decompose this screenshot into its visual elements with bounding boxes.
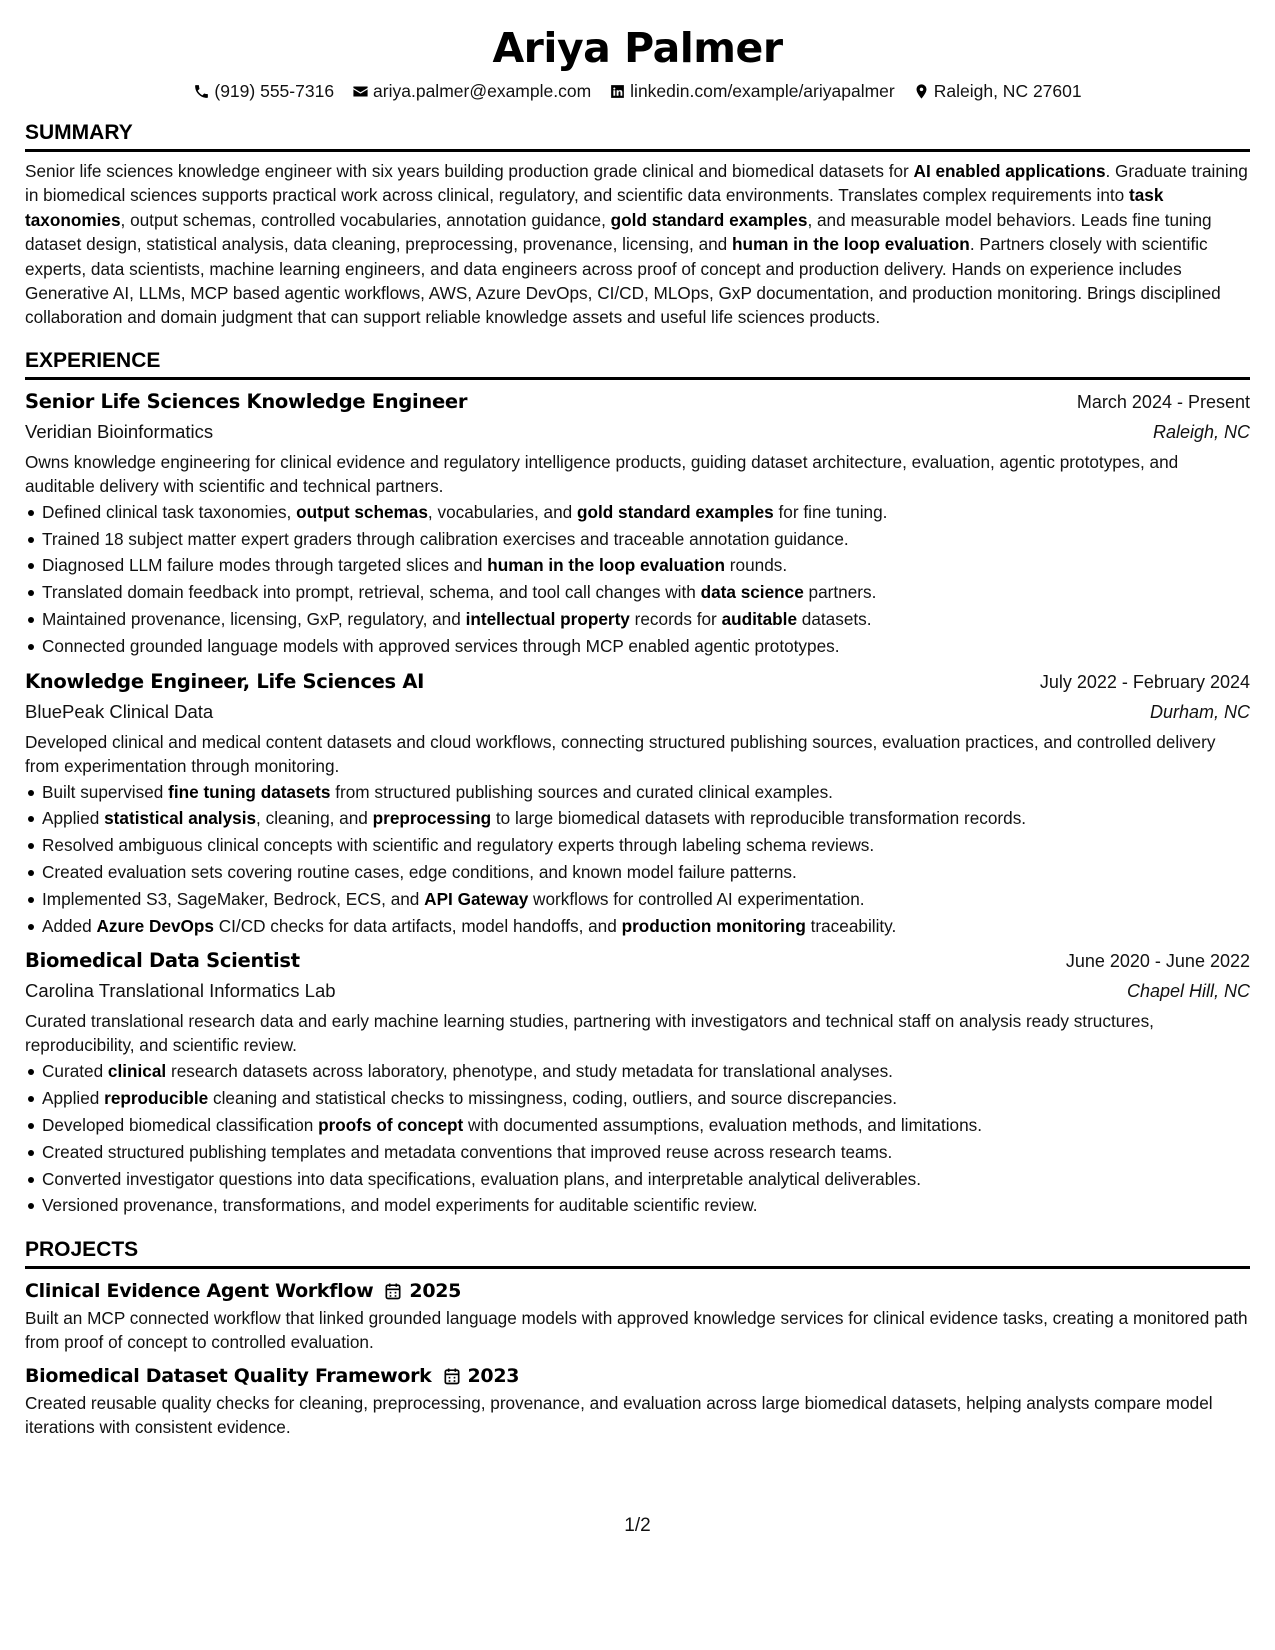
bold-keyword: output schemas <box>296 501 428 522</box>
job-company: Carolina Translational Informatics Lab <box>25 980 336 1002</box>
text-segment: Added <box>42 915 97 936</box>
project-name: Biomedical Dataset Quality Framework <box>25 1365 432 1388</box>
bold-keyword: data science <box>700 582 804 603</box>
bold-keyword: human in the loop evaluation <box>732 234 970 255</box>
bullet-item <box>25 1058 1250 1085</box>
contact-email[interactable] <box>352 80 591 102</box>
job-description: Developed clinical and medical content datasets and cloud workflows, connecting structured publishing sources, evaluation practices, and controlled delivery from experimentation through monitoring. <box>25 731 1216 776</box>
text-segment: to large biomedical datasets with reproducible transformation records. <box>491 808 1027 829</box>
summary-heading: SUMMARY <box>25 120 1250 152</box>
bullet-item <box>25 1085 1250 1112</box>
bullet-item <box>25 805 1250 832</box>
bold-keyword: API Gateway <box>424 888 529 909</box>
text-segment: records for <box>629 609 722 630</box>
bold-keyword: reproducible <box>104 1088 209 1109</box>
contact-linkedin[interactable] <box>609 80 895 102</box>
text-segment: datasets. <box>797 609 872 630</box>
job-title: Knowledge Engineer, Life Sciences AI <box>25 669 425 693</box>
map-pin-icon <box>913 83 930 100</box>
resume-page <box>25 22 1250 1439</box>
linkedin-icon <box>609 83 626 100</box>
contact-bar <box>25 80 1250 102</box>
bullet-item <box>25 1139 1250 1166</box>
job-header <box>25 387 1250 417</box>
bullet-item <box>25 832 1250 859</box>
bold-keyword: clinical <box>107 1061 167 1082</box>
phone-text: (919) 555-7316 <box>214 81 335 101</box>
bullet-item <box>25 913 1250 940</box>
text-segment: Maintained provenance, licensing, GxP, regulatory, and <box>42 609 466 630</box>
job-location: Raleigh, NC <box>1152 421 1250 442</box>
text-segment: rounds. <box>725 555 788 576</box>
text-segment: traceability. <box>805 915 897 936</box>
text-segment: Connected grounded language models with approved services through MCP enabled agentic prototypes. <box>42 635 840 656</box>
text-segment: Diagnosed LLM failure modes through targeted slices and <box>42 555 488 576</box>
job-subheader <box>25 976 1250 1006</box>
bullet-item <box>25 1112 1250 1139</box>
calendar-icon <box>442 1366 462 1386</box>
project-entry <box>25 1277 1250 1354</box>
project-description: Created reusable quality checks for cleaning, preprocessing, provenance, and evaluation across large biomedical datasets, helping analysts compare model iterations with consistent evidence. <box>25 1393 1213 1438</box>
project-description: Built an MCP connected workflow that linked grounded language models with approved knowledge services for clinical evidence tasks, creating a monitored path from proof of concept to controlled evaluation. <box>25 1308 1248 1353</box>
bold-keyword: preprocessing <box>372 808 492 829</box>
project-year: 2023 <box>467 1365 520 1388</box>
bullet-item <box>25 606 1250 633</box>
job-bullets <box>25 1058 1250 1219</box>
text-segment: research datasets across laboratory, phenotype, and study metadata for translational analyses. <box>166 1061 893 1082</box>
text-segment: Applied <box>42 808 105 829</box>
job-header <box>25 946 1250 976</box>
text-segment: Versioned provenance, transformations, and model experiments for auditable scientific review. <box>42 1195 758 1216</box>
job-entry <box>25 667 1250 940</box>
bold-keyword: gold standard examples <box>576 501 774 522</box>
projects-list <box>25 1277 1250 1439</box>
bullet-item <box>25 859 1250 886</box>
calendar-icon <box>383 1281 403 1301</box>
job-dates: June 2020 - June 2022 <box>1065 951 1250 972</box>
phone-icon <box>193 83 210 100</box>
envelope-icon <box>352 83 369 100</box>
job-dates: March 2024 - Present <box>1076 391 1250 412</box>
bold-keyword: proofs of concept <box>318 1115 464 1135</box>
job-header <box>25 667 1250 697</box>
summary-text <box>25 159 1250 330</box>
text-segment: Implemented S3, SageMaker, Bedrock, ECS, and <box>42 888 425 909</box>
project-year-group <box>442 1362 520 1390</box>
bullet-item <box>25 1192 1250 1219</box>
text-segment: , and measurable model behaviors. Leads fine tuning dataset design, statistical analysis, data cleaning, preprocessing, provenance, licensing, and <box>25 209 1212 255</box>
text-segment: Translated domain feedback into prompt, retrieval, schema, and tool call changes with <box>42 582 701 603</box>
bullet-item <box>25 633 1250 660</box>
text-segment: CI/CD checks for data artifacts, model handoffs, and <box>213 915 622 936</box>
job-bullets <box>25 779 1250 940</box>
contact-location <box>913 80 1082 102</box>
job-subheader <box>25 417 1250 447</box>
text-segment: from structured publishing sources and curated clinical examples. <box>330 781 833 802</box>
text-segment: Applied <box>42 1088 105 1109</box>
bullet-item <box>25 579 1250 606</box>
text-segment: . Partners closely with scientific experts, data scientists, machine learning engineers, and data engineers across proof of concept and production delivery. Hands on experience includes Generative AI, LLMs, MCP based agentic workflows, AWS, Azure DevOps, CI/CD, MLOps, GxP documentation, and production monitoring. Brings disciplined collaboration and domain judgment that can support reliable knowledge assets and useful life sciences products. <box>25 234 1221 328</box>
text-segment: Converted investigator questions into data specifications, evaluation plans, and interpretable analytical deliverables. <box>42 1168 922 1189</box>
page-number: 1/2 <box>624 1515 651 1536</box>
project-year-group <box>383 1277 461 1305</box>
text-segment: , cleaning, and <box>256 808 373 829</box>
bold-keyword: fine tuning datasets <box>168 781 331 802</box>
text-segment: Built supervised <box>42 781 169 802</box>
text-segment: Created evaluation sets covering routine cases, edge conditions, and known model failure patterns. <box>42 862 797 883</box>
contact-phone <box>193 80 334 102</box>
bold-keyword: human in the loop evaluation <box>487 555 726 576</box>
project-year: 2025 <box>409 1280 462 1303</box>
bullet-item <box>25 499 1250 526</box>
job-entry <box>25 946 1250 1219</box>
text-segment: Created structured publishing templates and metadata conventions that improved reuse across research teams. <box>42 1141 893 1162</box>
project-header <box>25 1362 1250 1390</box>
job-company: Veridian Bioinformatics <box>25 420 214 442</box>
text-segment: workflows for controlled AI experimentation. <box>528 888 865 909</box>
text-segment: Developed biomedical classification <box>42 1115 319 1135</box>
text-segment: Curated <box>42 1061 108 1082</box>
text-segment: , vocabularies, and <box>427 501 577 522</box>
project-header <box>25 1277 1250 1305</box>
bold-keyword: gold standard examples <box>610 209 808 230</box>
job-title: Senior Life Sciences Knowledge Engineer <box>25 389 468 413</box>
text-segment: . Graduate training in biomedical sciences supports practical work across clinical, regulatory, and scientific data environments. Translates complex requirements into <box>25 161 1248 206</box>
bold-keyword: AI enabled applications <box>913 161 1106 181</box>
bullet-item <box>25 526 1250 553</box>
text-segment: for fine tuning. <box>773 501 888 522</box>
text-segment: Defined clinical task taxonomies, <box>42 501 297 522</box>
bold-keyword: auditable <box>721 609 798 630</box>
bullet-item <box>25 552 1250 579</box>
bullet-item <box>25 1166 1250 1193</box>
project-entry <box>25 1362 1250 1439</box>
job-bullets <box>25 499 1250 660</box>
job-description: Curated translational research data and early machine learning studies, partnering with investigators and technical staff on analysis ready structures, reproducibility, and scientific review. <box>25 1011 1154 1056</box>
text-segment: partners. <box>803 582 877 603</box>
job-location: Durham, NC <box>1149 701 1250 722</box>
text-segment: with documented assumptions, evaluation methods, and limitations. <box>463 1115 983 1135</box>
text-segment: , output schemas, controlled vocabularies, annotation guidance, <box>120 209 611 230</box>
job-subheader <box>25 697 1250 727</box>
email-link[interactable]: ariya.palmer@example.com <box>373 81 592 101</box>
candidate-name: Ariya Palmer <box>492 24 783 72</box>
bold-keyword: Azure DevOps <box>96 915 214 936</box>
project-name: Clinical Evidence Agent Workflow <box>25 1280 374 1303</box>
job-description: Owns knowledge engineering for clinical evidence and regulatory intelligence products, guiding dataset architecture, evaluation, agentic prototypes, and auditable delivery with scientific and technical partners. <box>25 451 1179 496</box>
bold-keyword: production monitoring <box>621 915 806 936</box>
projects-heading: PROJECTS <box>25 1237 1250 1269</box>
bold-keyword: task taxonomies <box>25 185 1164 230</box>
bullet-item <box>25 886 1250 913</box>
experience-heading: EXPERIENCE <box>25 348 1250 380</box>
linkedin-link[interactable]: linkedin.com/example/ariyapalmer <box>630 81 895 101</box>
job-location: Chapel Hill, NC <box>1126 981 1250 1002</box>
job-dates: July 2022 - February 2024 <box>1039 671 1250 692</box>
job-entry <box>25 387 1250 660</box>
experience-list <box>25 387 1250 1219</box>
location-text: Raleigh, NC 27601 <box>933 81 1082 101</box>
bullet-item <box>25 779 1250 806</box>
text-segment: cleaning and statistical checks to missingness, coding, outliers, and source discrepancies. <box>208 1088 898 1109</box>
text-segment: Resolved ambiguous clinical concepts with scientific and regulatory experts through labeling schema reviews. <box>42 835 875 856</box>
text-segment: Senior life sciences knowledge engineer with six years building production grade clinical and biomedical datasets for <box>25 161 914 181</box>
text-segment: Trained 18 subject matter expert graders through calibration exercises and traceable annotation guidance. <box>42 528 849 549</box>
bold-keyword: intellectual property <box>465 609 630 630</box>
job-title: Biomedical Data Scientist <box>25 949 300 973</box>
job-company: BluePeak Clinical Data <box>25 700 214 722</box>
bold-keyword: statistical analysis <box>104 808 257 829</box>
